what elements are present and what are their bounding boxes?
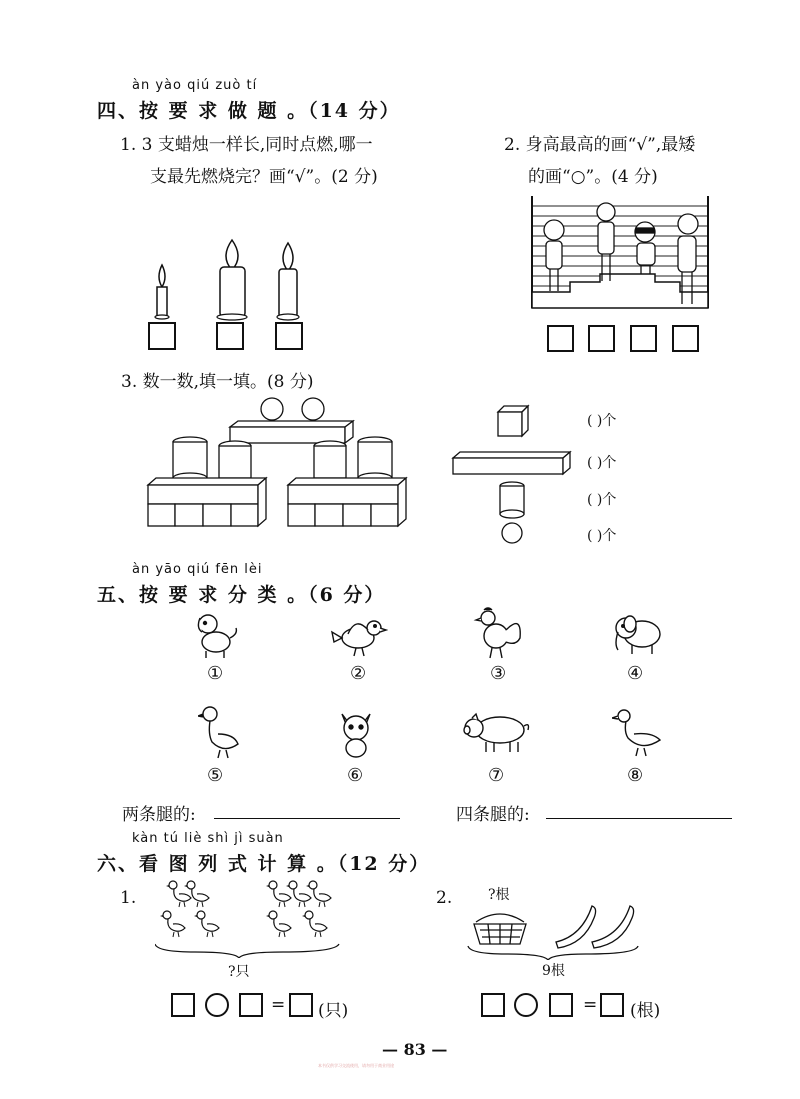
candle-1-answer-box[interactable] [148,322,176,350]
page-number: — 83 — [382,1040,448,1059]
q2-text-line2: 的画“○”。(4 分) [528,167,658,187]
candle-3-answer-box[interactable] [275,322,303,350]
height-comparison-illustration [530,196,710,311]
four-legs-answer-line[interactable] [546,818,732,819]
monkey-answer-box[interactable] [588,325,615,352]
problem-2-result-box[interactable] [600,993,624,1017]
animal-7-number: ⑦ [488,765,505,786]
problem-2-operand-2-box[interactable] [549,993,573,1017]
candle-3 [277,243,299,320]
problem-2-number: 2. [436,888,453,908]
animal-5-number: ⑤ [207,765,224,786]
candle-2 [217,240,247,320]
dog-icon [190,608,242,660]
two-legs-answer-line[interactable] [214,818,400,819]
banana-icon [556,906,634,948]
q3-text: 3. 数一数,填一填。(8 分) [121,372,314,392]
problem-2-operand-1-box[interactable] [481,993,505,1017]
problem-2-unit: (根) [630,1001,661,1021]
rooster-icon [472,606,528,660]
duck-group-right [266,881,331,937]
problem-1-operand-1-box[interactable] [171,993,195,1017]
section5-title: 五、按 要 求 分 类 。（6 分） [97,584,386,606]
section5-pinyin: àn yāo qiú fēn lèi [132,562,263,577]
problem-2-equals: = [583,995,598,1015]
q1-text-line1: 1. 3 支蜡烛一样长,同时点燃,哪一 [120,135,373,155]
elephant-icon [610,610,666,658]
solid-shapes-legend [450,400,575,550]
section6-pinyin: kàn tú liè shì jì suàn [132,831,284,846]
animal-8-number: ⑧ [627,765,644,786]
giraffe-answer-box[interactable] [672,325,699,352]
cube-count[interactable]: ( )个 [587,413,617,429]
problem-1-unit: (只) [318,1001,349,1021]
dog-answer-box[interactable] [630,325,657,352]
problem-1-equals: = [271,995,286,1015]
animal-6-number: ⑥ [347,765,364,786]
problem-2-total: 9根 [542,963,565,979]
footer-note: 本书仅供学习交流使用，请勿用于商业用途 [318,1063,394,1068]
cuboid-count[interactable]: ( )个 [587,455,617,471]
cylinder-count[interactable]: ( )个 [587,492,617,508]
problem-2-top-label: ?根 [488,887,510,903]
two-legs-label: 两条腿的: [122,805,196,825]
candle-1 [155,265,169,319]
solids-structure-illustration [145,395,410,530]
section4-title: 四、按 要 求 做 题 。（14 分） [97,100,401,122]
cuboid-icon [453,452,570,474]
goose-icon [612,708,664,758]
pig-icon [462,710,532,754]
problem-1-number: 1. [120,888,137,908]
four-legs-label: 四条腿的: [456,805,530,825]
problem-1-result-box[interactable] [289,993,313,1017]
sphere-icon [502,523,522,543]
candle-2-answer-box[interactable] [216,322,244,350]
duck-group-left [160,881,219,937]
problem-1-question: ?只 [228,964,250,980]
sphere-count[interactable]: ( )个 [587,528,617,544]
q2-text-line1: 2. 身高最高的画“√”,最矮 [504,135,696,155]
ducks-illustration [155,878,355,958]
problem-1-operator-circle[interactable] [205,993,229,1017]
animal-3-number: ③ [490,663,507,684]
animal-1-number: ① [207,663,224,684]
problem-1-operand-2-box[interactable] [239,993,263,1017]
q1-text-line2: 支最先燃烧完？画“√”。(2 分) [150,167,378,187]
section4-pinyin: àn yào qiú zuò tí [132,78,258,93]
section6-title: 六、看 图 列 式 计 算 。（12 分） [97,853,431,875]
animal-4-number: ④ [627,663,644,684]
cylinder-icon [500,482,524,518]
cat-icon [336,710,376,758]
bear-answer-box[interactable] [547,325,574,352]
bananas-illustration [466,900,656,960]
problem-2-operator-circle[interactable] [514,993,538,1017]
cube-icon [498,406,528,436]
duck-icon [198,704,242,760]
animal-2-number: ② [350,663,367,684]
basket-icon [474,914,526,944]
bird-icon [330,608,388,660]
